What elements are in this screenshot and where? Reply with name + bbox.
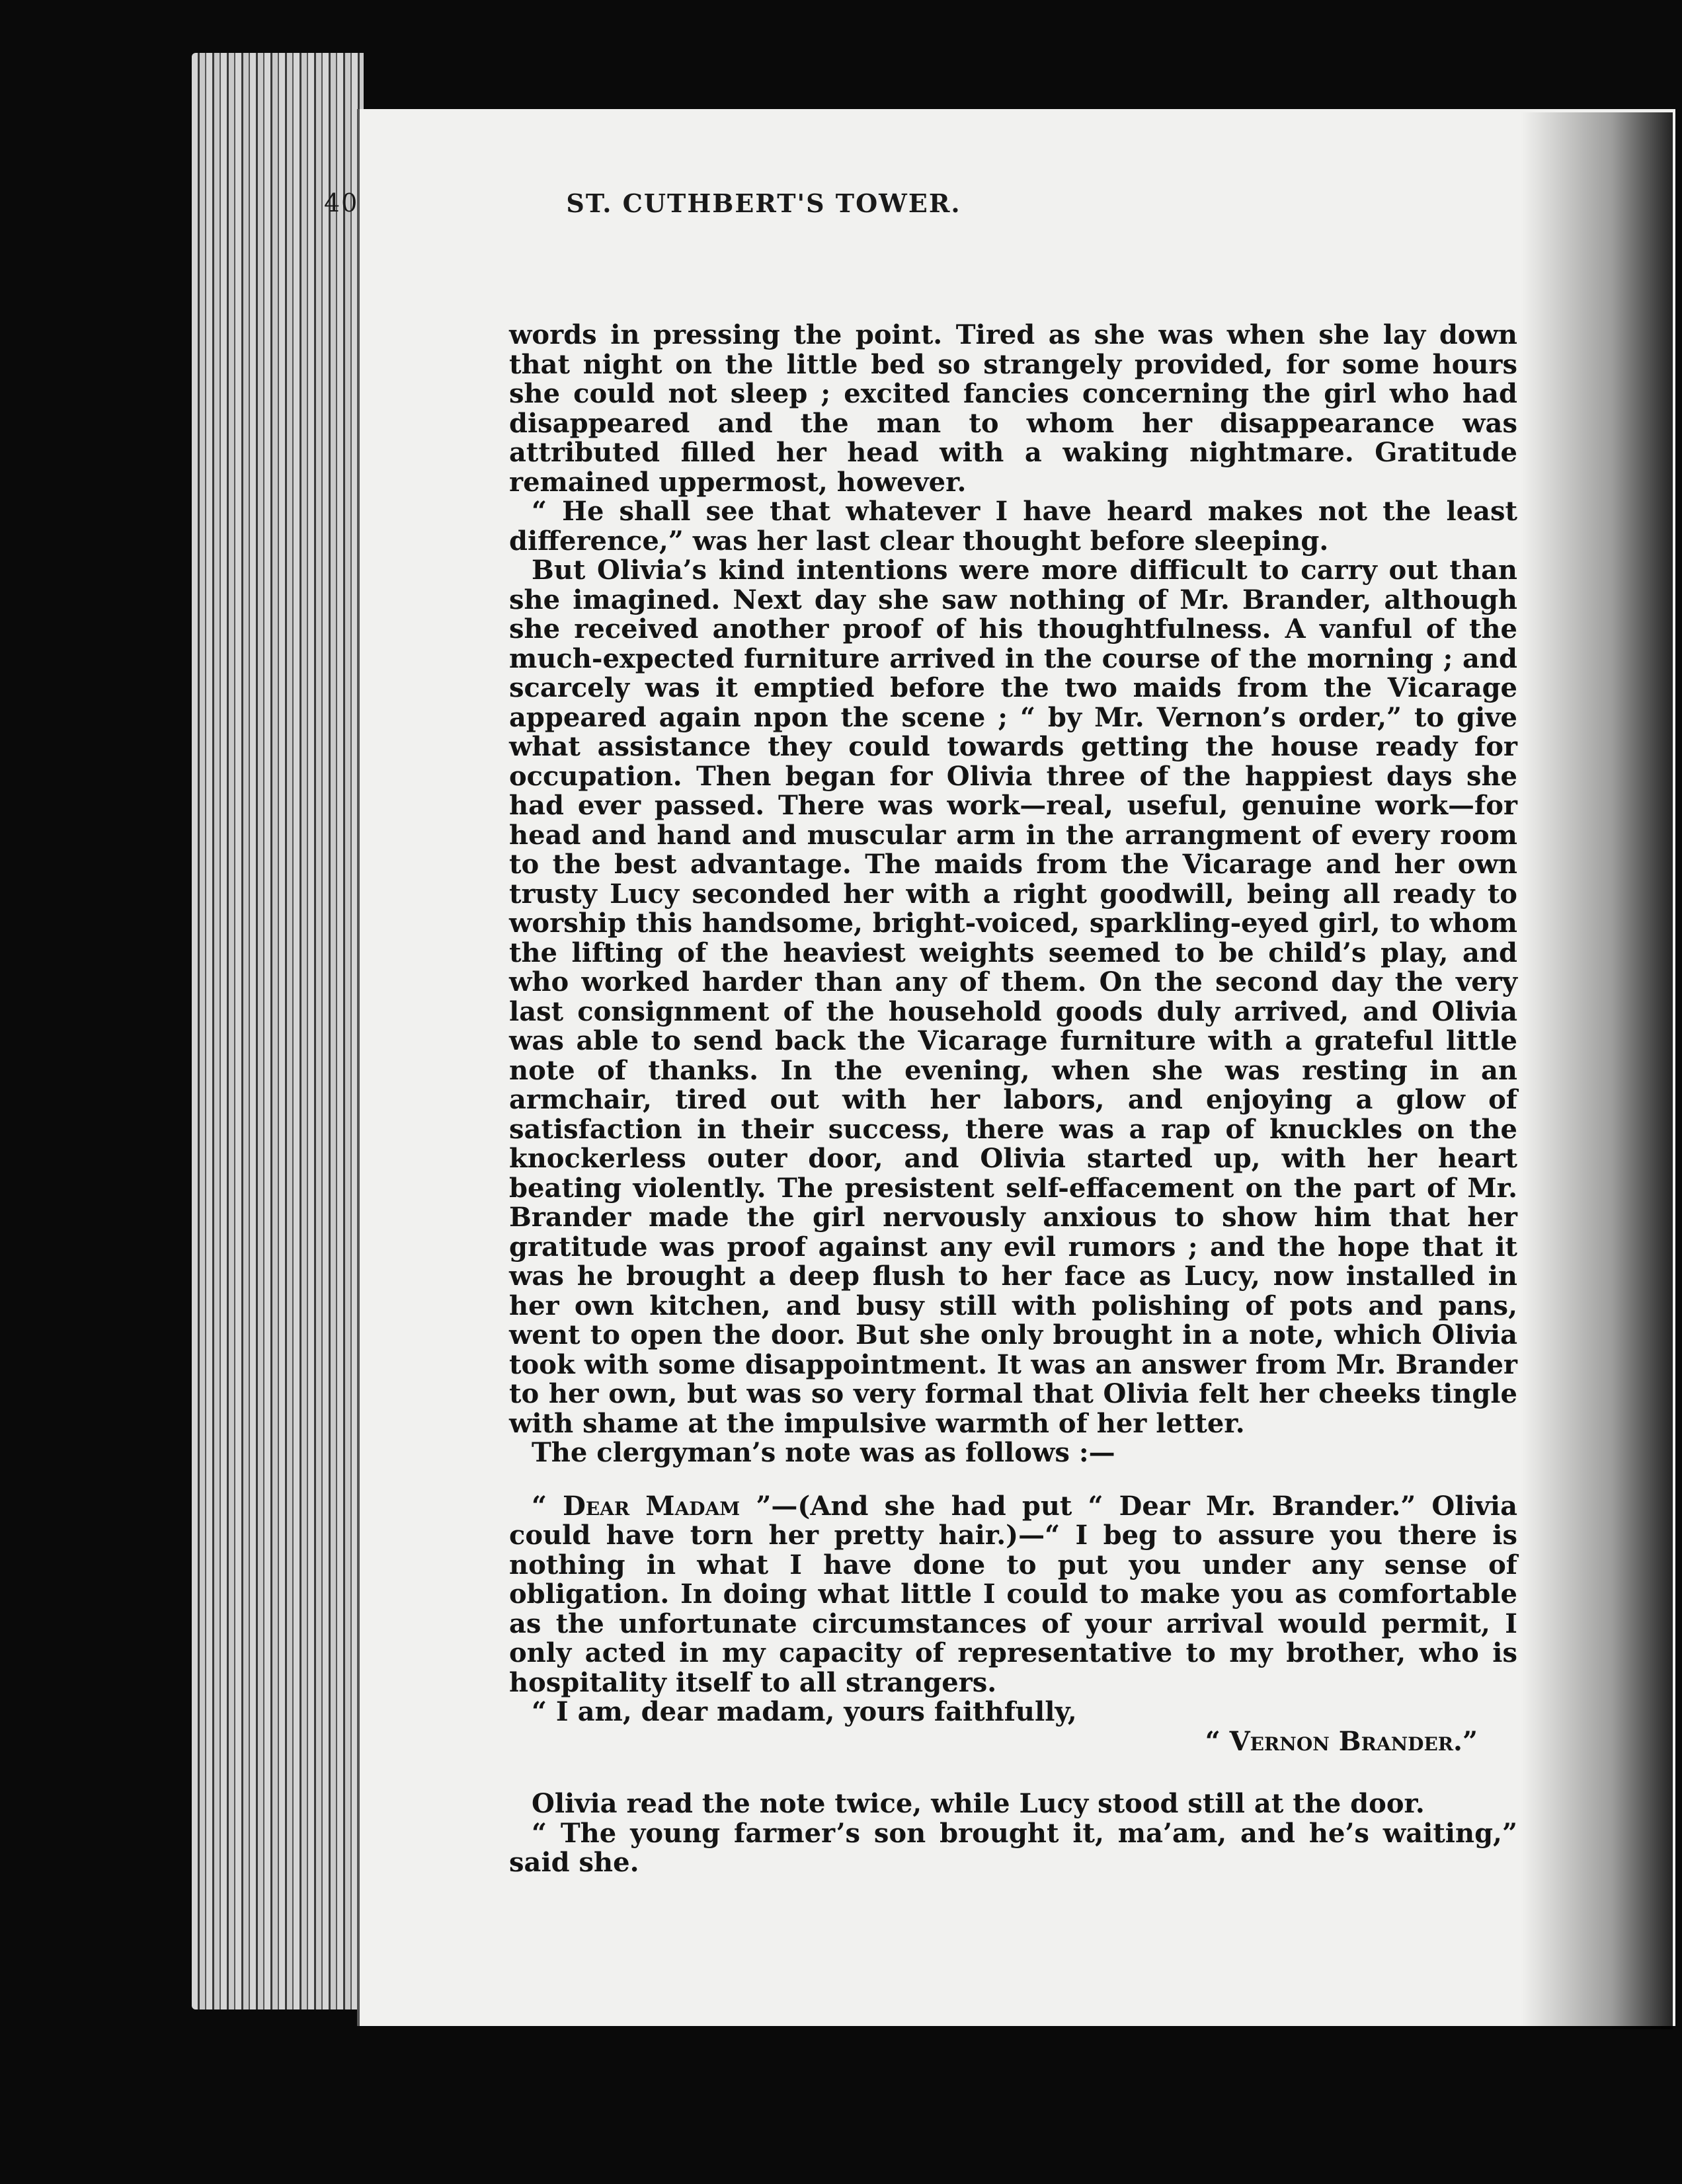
letter-signature: “ Vernon Brander.” (1205, 1725, 1478, 1757)
paragraph-3: But Olivia’s kind intentions were more difficult to carry out than she imagined. Next day she saw nothing of Mr. Brander, although she received another proof of his thoughtfulness. A vanful of the much-expected furniture arrived in the course of the morning ; and scarcely was it emptied before the two maids from the Vicarage appeared again npon the scene ; “ by Mr. Vernon’s order,” to give what assistance they could towards getting the house ready for occupation. Then began for Olivia three of the happiest days she had ever passed. There was work—real, useful, genuine work—for head and hand and muscular arm in the arrangment of every room to the best advantage. The maids from the Vicarage and her own trusty Lucy seconded her with a right goodwill, being all ready to worship this handsome, bright-voiced, sparkling-eyed girl, to whom the lifting of the heaviest weights seemed to be child’s play, and who worked harder than any of them. On the second day the very last consignment of the household goods duly arrived, and Olivia was able to send back the Vicarage furniture with a grateful little note of thanks. In the evening, when she was resting in an armchair, tired out with her labors, and enjoying a glow of satisfaction in their success, there was a rap of knuckles on the knockerless outer door, and Olivia started up, with her heart beating violently. The presistent self-effacement on the part of Mr. Brander made the girl nervously anxious to show him that her gratitude was proof against any evil rumors ; and the hope that it was he brought a deep flush to her face as Lucy, now installed in her own kitchen, and busy still with polishing of pots and pans, went to open the door. But she only brought in a note, which Olivia took with some disappointment. It was an answer from Mr. Brander to her own, but was so very formal that Olivia felt her cheeks tingle with shame at the impulsive warmth of her letter. (509, 555, 1517, 1439)
spacer (509, 1468, 1517, 1492)
letter-text: ”—(And she had put “ Dear Mr. Brander.” Olivia could have torn her pretty hair.)—“ I beg to assure you there is nothing in what I have done to put you under any sense of obligation. In doing what little I could to make you as comfortable as the unfortunate circumstances of your arrival would permit, I only acted in my capacity of representative to my brother, who is hospitality itself to all strangers. (509, 1490, 1517, 1698)
page-header (324, 188, 1203, 228)
paragraph-6: “ The young farmer’s son brought it, ma’am, and he’s waiting,” said she. (509, 1817, 1517, 1878)
letter-closing: “ I am, dear madam, yours faithfully, (532, 1696, 1077, 1727)
spacer (509, 1756, 1517, 1789)
paragraph-5: Olivia read the note twice, while Lucy stood still at the door. (532, 1788, 1425, 1819)
paragraph-2: “ He shall see that whatever I have heard makes not the least difference,” was her last clear thought before sleeping. (509, 496, 1517, 557)
letter-salutation: “ Dear Madam (532, 1490, 741, 1522)
paragraph-1: words in pressing the point. Tired as she was when she lay down that night on the little bed so strangely provided, for some hours she could not sleep ; excited fancies concerning the girl who had disappeared and the man to whom her disappearance was attributed filled her head with a waking nightmare. Gratitude remained uppermost, however. (509, 319, 1517, 498)
gutter-shadow (1521, 112, 1673, 2029)
letter-body (509, 1492, 1517, 1698)
running-title: ST. CUTHBERT'S TOWER. (566, 188, 961, 218)
paragraph-4: The clergyman’s note was as follows :— (532, 1437, 1115, 1468)
page-number: 40 (324, 188, 359, 217)
page-stack-edges (192, 53, 364, 2009)
body-text (509, 321, 1517, 1878)
